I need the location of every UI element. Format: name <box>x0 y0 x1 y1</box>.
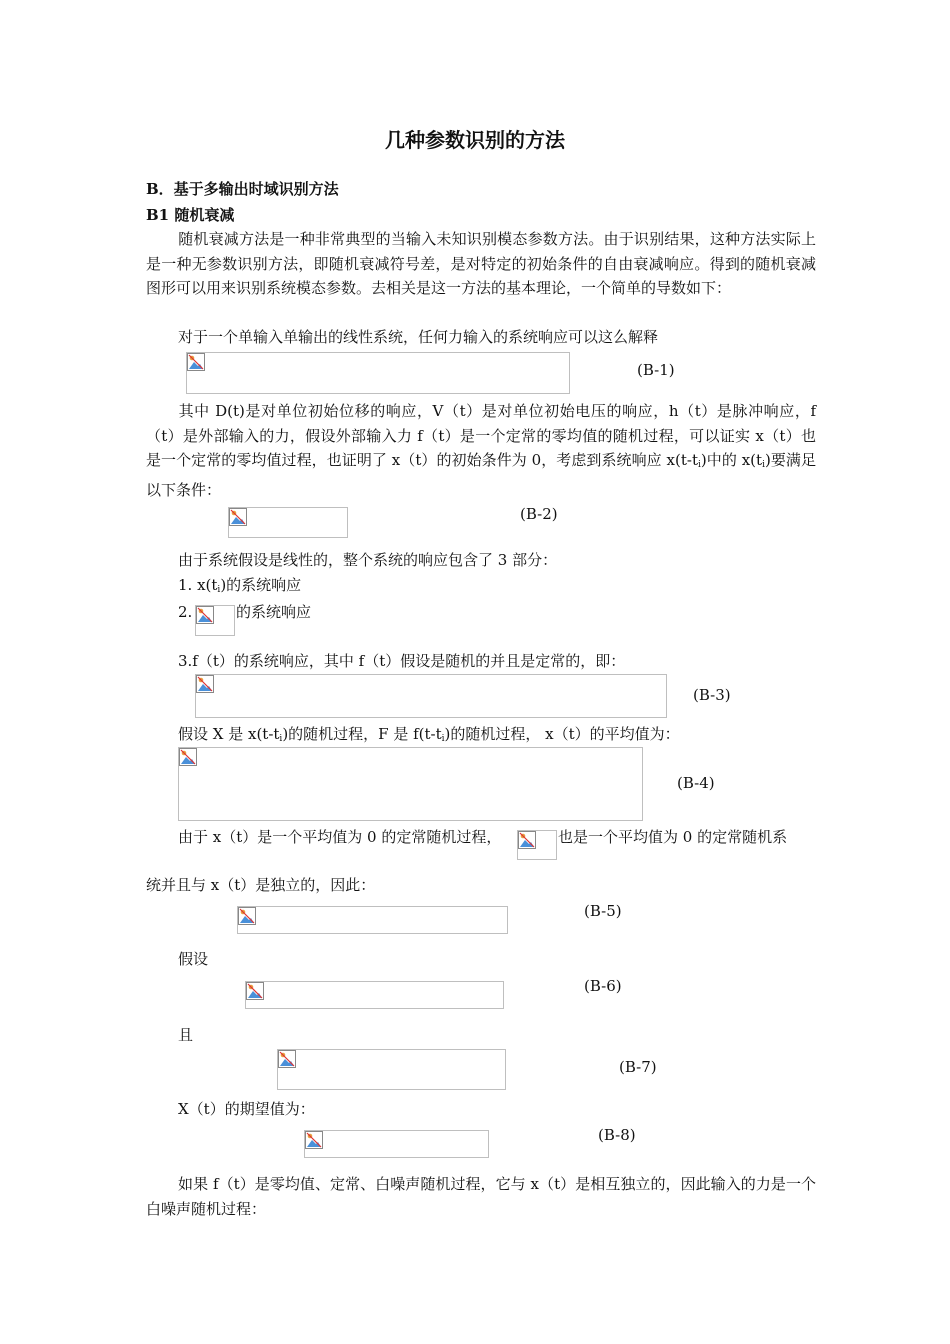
equation-image-b1 <box>186 352 570 394</box>
since-line-part-c: 统并且与 x（t）是独立的，因此： <box>146 876 376 894</box>
equation-image-b4 <box>178 747 643 821</box>
page-title: 几种参数识别的方法 <box>385 128 565 152</box>
equation-label-b4: (B-4) <box>677 774 715 792</box>
broken-image-icon <box>187 353 205 371</box>
equation-image-b3 <box>195 674 667 718</box>
inline-image-item2 <box>195 605 235 636</box>
equation-image-b5 <box>237 906 508 934</box>
equation-label-b3: (B-3) <box>693 686 731 704</box>
list-item-1-text: 1. x(t <box>178 576 218 594</box>
subscript: i <box>441 734 445 744</box>
broken-image-icon <box>179 748 197 766</box>
broken-image-icon <box>196 675 214 693</box>
subscript: i <box>762 460 765 470</box>
paragraph-definitions-text-b: )中的 x(t <box>700 451 763 469</box>
equation-image-b7 <box>277 1049 506 1090</box>
subsection-heading: B1 随机衰减 <box>146 206 235 224</box>
paragraph-intro-text: 随机衰减方法是一种非常典型的当输入未知识别模态参数方法。由于识别结果，这种方法实际上是一种无参数识别方法，即随机衰减符号差，是对特定的初始条件的自由衰减响应。得到的随机衰减图形可以用来识别系统模态参数。去相关是这一方法的基本理论，一个简单的导数如下： <box>146 230 816 297</box>
paragraph-intro <box>146 227 816 301</box>
section-heading: B．基于多输出时域识别方法 <box>146 180 339 198</box>
broken-image-icon <box>196 606 214 624</box>
assumption-text-b: )的随机过程，F 是 f(t-t <box>282 725 442 743</box>
subscript: i <box>279 734 283 744</box>
since-line-part-b: 也是一个平均值为 0 的定常随机系 <box>558 828 788 846</box>
broken-image-icon <box>518 831 536 849</box>
equation-image-b6 <box>245 981 504 1009</box>
assumption-line <box>178 724 680 749</box>
list-item-2-text: 的系统响应 <box>236 603 312 621</box>
system-parts-line: 由于系统假设是线性的，整个系统的响应包含了 3 部分： <box>178 551 558 569</box>
equation-label-b2: (B-2) <box>520 505 558 523</box>
paragraph-white-noise-text: 如果 f（t）是零均值、定常、白噪声随机过程，它与 x（t）是相互独立的，因此输入的力是一个白噪声随机过程： <box>146 1175 816 1218</box>
assumption-text-a: 假设 X 是 x(t-t <box>178 725 280 743</box>
subscript: i <box>697 460 701 470</box>
broken-image-icon <box>246 982 264 1000</box>
list-item-2-number: 2. <box>178 603 193 621</box>
assume-word: 假设 <box>178 950 209 968</box>
since-line-part-a: 由于 x（t）是一个平均值为 0 的定常随机过程， <box>178 828 502 846</box>
list-item-1 <box>178 575 301 600</box>
assumption-text-c: )的随机过程， x（t）的平均值为： <box>444 725 680 743</box>
subscript: i <box>217 585 221 595</box>
equation-image-b2 <box>228 507 348 538</box>
inline-image-since <box>517 830 557 860</box>
broken-image-icon <box>238 907 256 925</box>
b1-intro-line: 对于一个单输入单输出的线性系统，任何力输入的系统响应可以这么解释 <box>178 328 659 346</box>
expectation-line: X（t）的期望值为： <box>178 1100 315 1118</box>
paragraph-definitions-text-c: )要满足以下条件： <box>146 451 816 499</box>
paragraph-definitions-text-a: 其中 D(t)是对单位初始位移的响应，V（t）是对单位初始电压的响应，h（t）是脉冲响应，f（t）是外部输入的力，假设外部输入力 f（t）是一个定常的零均值的随机过程，可以证实 x（t）也是一个定常的零均值过程，也证明了 x（t）的初始条件为 0，考虑到系统响应 x(t-t <box>146 402 816 469</box>
equation-label-b7: (B-7) <box>619 1058 657 1076</box>
list-item-1-suffix: )的系统响应 <box>220 576 302 594</box>
broken-image-icon <box>305 1131 323 1149</box>
list-item-3: 3.f（t）的系统响应，其中 f（t）假设是随机的并且是定常的，即： <box>178 652 626 670</box>
equation-label-b6: (B-6) <box>584 977 622 995</box>
paragraph-definitions <box>146 399 816 502</box>
and-word: 且 <box>178 1026 194 1044</box>
equation-label-b8: (B-8) <box>598 1126 636 1144</box>
paragraph-white-noise <box>146 1172 816 1221</box>
broken-image-icon <box>278 1050 296 1068</box>
broken-image-icon <box>229 508 247 526</box>
equation-label-b1: (B-1) <box>637 361 675 379</box>
equation-image-b8 <box>304 1130 489 1158</box>
equation-label-b5: (B-5) <box>584 902 622 920</box>
